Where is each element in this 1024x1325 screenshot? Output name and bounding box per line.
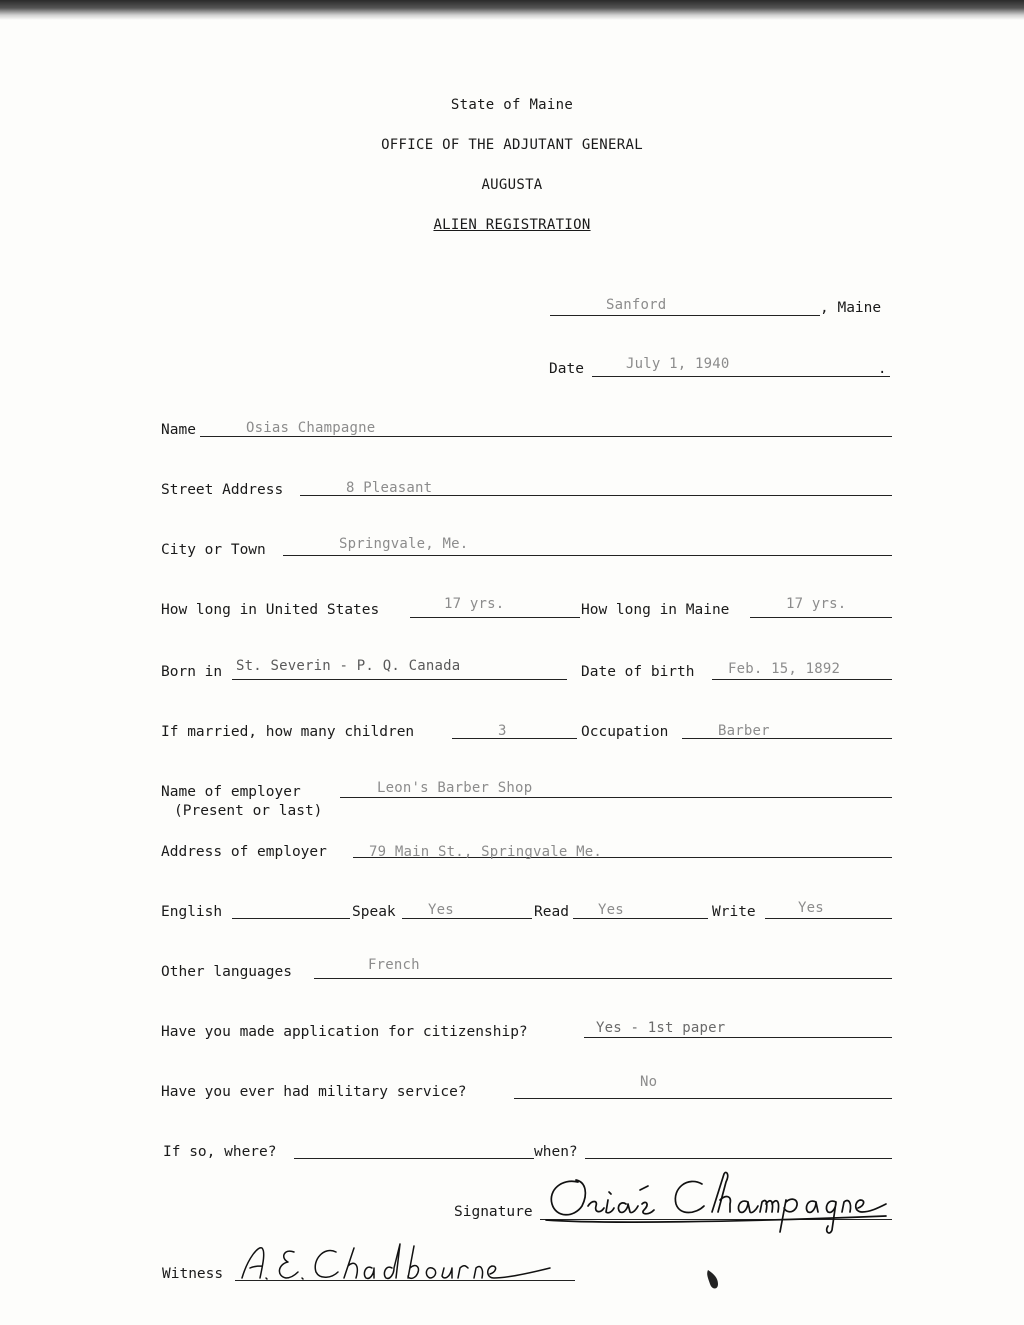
born-in-label: Born in <box>161 664 223 680</box>
write-line <box>765 918 892 919</box>
citizenship-line <box>584 1037 892 1038</box>
maine-duration-line <box>750 617 892 618</box>
dob-label: Date of birth <box>581 664 695 680</box>
occupation-label: Occupation <box>581 724 669 740</box>
us-duration-label: How long in United States <box>161 602 380 618</box>
city-heading: AUGUSTA <box>481 177 543 193</box>
occupation-line <box>682 738 892 739</box>
other-languages-value: French <box>368 957 420 973</box>
employer-address-value: 79 Main St., Springvale Me. <box>369 844 602 860</box>
name-value: Osias Champagne <box>246 420 376 436</box>
other-languages-label: Other languages <box>161 964 292 980</box>
where-line <box>294 1158 534 1159</box>
speak-label: Speak <box>352 904 396 920</box>
place-state-label: , Maine <box>820 300 882 316</box>
citizenship-value: Yes - 1st paper <box>596 1020 726 1036</box>
read-line <box>573 918 708 919</box>
write-value: Yes <box>798 900 824 916</box>
street-value: 8 Pleasant <box>346 480 433 496</box>
military-label: Have you ever had military service? <box>161 1084 467 1100</box>
born-in-line <box>232 679 567 680</box>
date-line <box>592 376 890 377</box>
employer-value: Leon's Barber Shop <box>377 780 533 796</box>
date-period: . <box>878 361 887 377</box>
read-value: Yes <box>598 902 624 918</box>
children-label: If married, how many children <box>161 724 415 740</box>
date-label: Date <box>549 361 584 377</box>
citizenship-label: Have you made application for citizenship? <box>161 1024 528 1040</box>
us-duration-value: 17 yrs. <box>444 596 505 612</box>
city-line <box>283 555 892 556</box>
where-label: If so, where? <box>163 1144 277 1160</box>
witness-label: Witness <box>162 1266 224 1282</box>
children-value: 3 <box>498 723 507 739</box>
office-heading: OFFICE OF THE ADJUTANT GENERAL <box>381 137 643 153</box>
children-line <box>452 738 577 739</box>
place-value: Sanford <box>606 297 667 313</box>
when-line <box>585 1158 892 1159</box>
military-value: No <box>640 1074 658 1090</box>
read-label: Read <box>534 904 569 920</box>
maine-duration-value: 17 yrs. <box>786 596 847 612</box>
maine-duration-label: How long in Maine <box>581 602 730 618</box>
date-value: July 1, 1940 <box>626 356 730 372</box>
english-label: English <box>161 904 223 920</box>
speak-line <box>402 918 532 919</box>
street-label: Street Address <box>161 482 284 498</box>
scan-edge <box>0 0 1024 20</box>
occupation-value: Barber <box>718 723 770 739</box>
other-languages-line <box>314 978 892 979</box>
us-duration-line <box>410 617 580 618</box>
witness-handwriting <box>236 1238 556 1288</box>
form-title: ALIEN REGISTRATION <box>433 217 591 233</box>
employer-line <box>340 797 892 798</box>
employer-address-label: Address of employer <box>161 844 327 860</box>
signature-handwriting <box>540 1160 892 1240</box>
employer-sublabel: (Present or last) <box>174 803 323 819</box>
signature-label: Signature <box>454 1204 533 1220</box>
city-value: Springvale, Me. <box>339 536 469 552</box>
employer-label: Name of employer <box>161 784 301 800</box>
ink-blot <box>706 1268 720 1292</box>
name-label: Name <box>161 422 196 438</box>
english-line <box>232 918 350 919</box>
state-heading: State of Maine <box>450 97 574 113</box>
city-label: City or Town <box>161 542 266 558</box>
when-label: when? <box>534 1144 578 1160</box>
speak-value: Yes <box>428 902 454 918</box>
dob-line <box>712 679 892 680</box>
place-line <box>550 315 820 316</box>
born-in-value: St. Severin - P. Q. Canada <box>236 658 461 674</box>
military-line <box>514 1098 892 1099</box>
dob-value: Feb. 15, 1892 <box>728 661 841 677</box>
write-label: Write <box>712 904 756 920</box>
